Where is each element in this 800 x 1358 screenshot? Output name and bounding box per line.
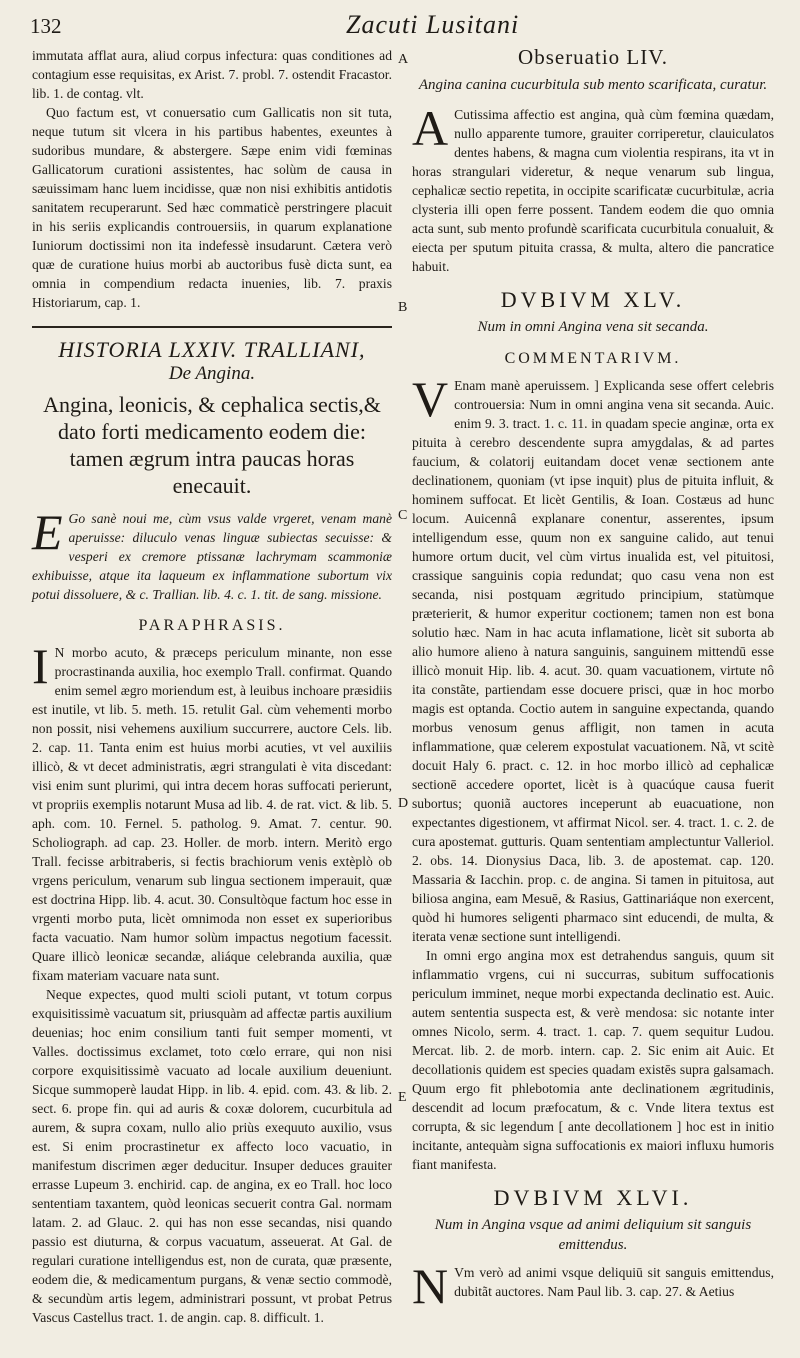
dubium-title: DVBIVM XLV. (500, 287, 686, 312)
paragraph (32, 638, 392, 985)
quotation-text: Go sanè noui me, cùm vsus valde vrgeret, venam manè aperuisse: diluculo venas linguæ subiectas secuisse: & vesperi ex cremore ptissanæ lachrymam scammoniæ exhibuisse, atque ita laqueum ex inflammatione subortum vix potui dissoluere, & c. Trallian. lib. 4. c. 1. tit. de sang. missione. (32, 511, 392, 602)
paragraph (412, 100, 774, 276)
dubium-subtitle: Num in Angina vsque ad animi deliquium sit sanguis emittendus. (434, 1217, 752, 1253)
paragraph-text: Vm verò ad animi vsque deliquiū sit sanguis emittendus, dubitãt auctores. Nam Paul lib. 3. cap. 27. & Aetius (454, 1265, 774, 1299)
drop-cap: I (32, 638, 49, 694)
dubium-title: DVBIVM XLVI. (493, 1185, 693, 1210)
observatio-title: Obseruatio LIV. (518, 45, 668, 69)
left-column (32, 46, 392, 1327)
paragraph (412, 371, 774, 946)
drop-cap: N (412, 1258, 449, 1314)
historia-subtitle: De Angina. (168, 363, 256, 384)
margin-letter-a: A (398, 52, 409, 67)
paragraph: Quo factum est, vt conuersatio cum Gallicatis non sit tuta, neque tutum sit vlcera in his partibus habentes, exeuntes à sudoribus mundare, & abstergere. Sæpe enim vidi fœminas Gallicatorum curationi assistentes, hac solùm de causa in sæuissimam hanc luem incidisse, quæ non nisi exhibitis antidotis sanitatem recuperarunt. Sed hæc commaticè perstringere placuit in his seriis explicandis controuersiis, in quarum explanatione Iuniorum doctissimi non ita indefessè insudarunt. Cætera verò quæ de curatione huius morbi ab auctoribus fusè dicta sunt, ea omnia in compendium redacta inuenies, lib. 7. praxis Historiarum, cap. 1. (32, 105, 392, 310)
case-title: Angina, leonicis, & cephalica sectis,& dato forti medicamento eodem die: tamen ægrum intra paucas horas enecauit. (43, 392, 381, 498)
paragraph-text: N morbo acuto, & præceps periculum minante, non esse procrastinanda auxilia, hoc exemplo Trall. confirmat. Quando enim semel ægro moriendum est, à leuibus inchoare præsidiis est inutile, vt lib. 5. meth. 15. retulit Gal. cùm vehementi morbo non possit, nisi vehemens auxilium succurrere, auctore Cels. lib. 2. cap. 11. Tanta enim est huius morbi acuties, vt vel auxiliis illicò, & vt decet administratis, ægri strangulati è vita discedant: visi enim sunt plurimi, qui intra decem horas suffocati perierunt, vt propriis exemplis notarunt Musa ad lib. 4. de rat. vict. & lib. 5. aph. com. 10. Fernel. 5. patholog. 9. Amat. 7. centur. 90. Scholiograph. ad cap. 23. Holler. de morb. intern. Meritò ergo Trall. fecisse arbitraberis, si fectis brachiorum venis extèplò ob vrgens periculum, venarum sub lingua sectionem imperauit, quæ est doctrina Hipp. lib. 4. acut. 30. Consultòque factum hoc esse in vrgenti morbo puta, licèt omnimoda non esset ex superioribus facta vacuatio. Nam humor solùm impactus negotium facessit. Quare illicò leonicæ secandæ, aliáque celebranda auxilia, quæ fixam materiam vacuare nata sunt. (32, 645, 392, 983)
section-divider (32, 326, 392, 328)
dubium-subtitle: Num in omni Angina vena sit secanda. (477, 319, 709, 335)
margin-letter-d: D (398, 796, 409, 811)
historia-title: HISTORIA LXXIV. TRALLIANI, (58, 337, 366, 362)
margin-letter-b: B (398, 300, 408, 315)
paragraph (412, 1258, 774, 1314)
section-heading: COMMENTARIVM. (504, 350, 682, 367)
drop-cap: A (412, 100, 449, 156)
paragraph-text: Enam manè aperuissem. ] Explicanda sese offert celebris controuersia: Num in omni angina vena sit secanda. Auic. enim 9. 3. tract. 1. c. 11. in quadam specie anginæ, orta ex pituita à cerebro descendente supra amygdalas, & ad partes faucium, & colatorij euitandam docet venæ sectionem ante declinationem, quoniam (vt ipse inquit) plus de pituita influit, & hominem suffocat. Et licèt Gentilis, & Ioan. Costæus ad hunc locum. Auicennâ explanare conentur, asserentes, ipsum intelligendum esse, quum non ex sanguine calido, aut tenui humore ortum ducit, vel cùm virtus inualida est, vel pituitosi, crassique sanguinis copia redundat; quo casu vena non est secanda, nisi postquam ægritudo principium, statùmque præterierit, & humor experitur coctionem; tamen non est bona solutio hæc. Nam in hac acuta inflamatione, licèt sit suborta ab alio humore alieno à natura sanguinis, sanguinem mittendū esse illicò monuit Hip. lib. 4. acut. 30. quam vacuationem, virtute nô ita constãte, partiendam esse docuere prisci, quæ in hoc morbo magis est optanda. Coctio autem in sanguine expectanda, quando morbus venosum genus affligit, non tamen in acuta inflammatione, quæ celerem expostulat vacuationem. Nã, vt scitè docuit Haly 6. pract. c. 12. in hoc morbo illicò ad cephalicæ sectionē accedere oportet, licèt is à quacúque causa fuerit subortus; quoniã auctores inceperunt ab euacuatione, non expectantes digestionem, vt affirmat Nicol. ser. 4. tract. 1. c. 2. de cura apostemat. gutturis. Quam sententiam amplectuntur Valleriol. 2. obs. 14. Dionysius Daca, lib. 3. de apostemat. cap. 120. Massaria & Iacchin. prop. c. de angina. Si tamen in pituitosa, aut biliosa angina, eam Mesuē, & Rasius, Gattinariáque non exercent, quòd hi humores seligenti pharmaco sint educendi, de multa, & iterata venæ sectione sunt intelligendi. (412, 378, 774, 944)
page-number: 132 (30, 14, 62, 38)
drop-cap: E (32, 504, 63, 560)
observatio-subtitle: Angina canina cucurbitula sub mento scarificata, curatur. (418, 77, 768, 93)
page-header (0, 0, 800, 46)
margin-letter-c: C (398, 508, 408, 523)
right-column (412, 45, 774, 1314)
section-heading: PARAPHRASIS. (138, 617, 286, 634)
paragraph-text: Cutissima affectio est angina, quà cùm fœmina quædam, nullo apparente tumore, grauiter corriperetur, clauiculatos dentes habens, & magna cum violentia respirans, ita vt in horas strangulari videretur, & neque venarum sub lingua, cephalicæ sectio repetita, in occipite scarificatæ cucurbitulæ, acria clysteria illi open ferre possent. Tandem eodem die quo omnia acta sunt, sub mento profundè scarificata cucurbitula conualuit, & eiecta per sputum pituita crassa, & multa, altero die pancratice habuit. (412, 107, 774, 274)
margin-letter-e: E (398, 1090, 407, 1105)
paragraph: Neque expectes, quod multi scioli putant, vt totum corpus exquisitissimè vacuatum sit, priusquàm ad affectæ partis auxilium deuenias; hoc enim consilium tanti fuit semper momenti, vt Valles. doctissimus exclamet, toto cœlo errare, qui non nisi corpore exquisitissimè vacuato ad locale auxilium deueniunt. Sicque summoperè laudat Hipp. in lib. 4. epid. com. 43. & lib. 2. sect. 6. prope fin. qui ad auris & coxæ dolorem, cucurbitula ad aurem, & supra coxam, nullo alio priùs exequuto auxilio, vsus est. Si enim procrastinetur ex affecto loco vacuatio, in manifestum discrimen æger deducitur. Insuper deduces grauiter errasse Lupeum 3. enchirid. cap. de angina, ex eo Trall. hoc loco sententiam taxantem, quòd leonicas secuerit contra Gal. normam latam. 2. ad Glauc. 2. qui has non esse secandas, nisi quando passio est diuturna, & corpus vacuatum, asseuerat. At Gal. de regulari curatione intelligendus est, non de curata, quæ præsente, eodem die, & medicamentum purgans, & venæ sectio commodè, & secundùm artis legem, administrari possunt, vt probat Petrus Vascus Castellus tract. 1. de angin. cap. 8. difficult. 1. (32, 987, 392, 1325)
paragraph: In omni ergo angina mox est detrahendus sanguis, quum sit inflammatio vrgens, cui ni succurras, subitum suffocationis periculum imminet, neque morbi expectanda declinatio est. Auic. autem sententia suspecta est, & verè mendosa: sic notante inter omnes Nicolo, serm. 4. tract. 1. cap. 7. quem sequitur Ludou. Mercat. lib. 2. de morb. intern. cap. 2. Sic enim ait Auic. Et decollationis quidem est species quadam existēs supra galsamach. Quum ergo fit phlebotomia ante declinationem ægritudinis, descendit ad locum præfocatum, & c. Vnde litera textus est corrupta, & sic legendum [ ante decollationem ] hoc est in initio incitante, antequàm signa suffocationis ex maiori influxu humoris fiant manifesta. (412, 948, 774, 1172)
running-title: Zacuti Lusitani (346, 10, 520, 39)
drop-cap: V (412, 371, 449, 427)
paragraph: immutata afflat aura, aliud corpus infectura: quas conditiones ad contagium esse requisitas, ex Arist. 7. probl. 7. ostendit Fracastor. lib. 1. de contag. vlt. (32, 48, 392, 101)
quotation (32, 504, 392, 604)
